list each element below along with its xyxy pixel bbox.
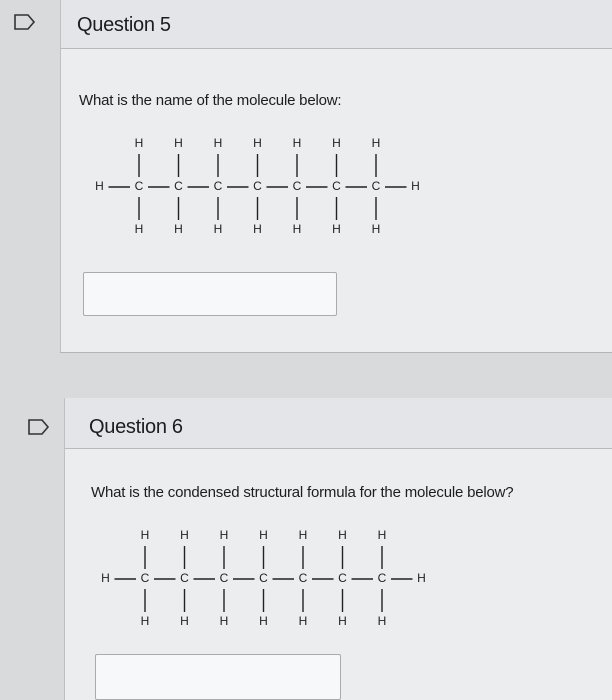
question-5-card xyxy=(60,0,612,352)
question-6-answer-input[interactable] xyxy=(95,654,341,700)
hydrogen-atom: H xyxy=(298,614,308,629)
carbon-atom: C xyxy=(332,179,341,194)
hydrogen-atom: H xyxy=(411,179,420,194)
hydrogen-atom: H xyxy=(101,571,110,586)
hydrogen-atom: H xyxy=(180,614,189,629)
hydrogen-atom: H xyxy=(259,614,268,629)
hydrogen-atom: H xyxy=(134,136,144,151)
carbon-atom: C xyxy=(140,571,150,586)
hydrogen-atom: H xyxy=(174,222,183,237)
hydrogen-atom: H xyxy=(180,528,189,543)
question-6-title: Question 6 xyxy=(89,416,183,438)
flag-icon[interactable] xyxy=(14,14,36,30)
question-6-card xyxy=(64,398,612,700)
hydrogen-atom: H xyxy=(253,222,262,237)
carbon-atom: C xyxy=(253,179,262,194)
hydrogen-atom: H xyxy=(253,136,262,151)
hydrogen-atom: H xyxy=(298,528,308,543)
carbon-atom: C xyxy=(338,571,347,586)
molecule-structure xyxy=(81,130,441,240)
hydrogen-atom: H xyxy=(219,528,229,543)
hydrogen-atom: H xyxy=(213,222,223,237)
hydrogen-atom: H xyxy=(371,136,381,151)
carbon-atom: C xyxy=(259,571,268,586)
question-5-prompt: What is the name of the molecule below: xyxy=(79,92,342,109)
hydrogen-atom: H xyxy=(292,222,302,237)
hydrogen-atom: H xyxy=(140,528,150,543)
carbon-atom: C xyxy=(298,571,308,586)
hydrogen-atom: H xyxy=(377,528,387,543)
carbon-atom: C xyxy=(371,179,381,194)
carbon-atom: C xyxy=(134,179,144,194)
hydrogen-atom: H xyxy=(219,614,229,629)
hydrogen-atom: H xyxy=(338,528,347,543)
molecule-structure xyxy=(87,522,447,632)
hydrogen-atom: H xyxy=(213,136,223,151)
question-5-answer-input[interactable] xyxy=(83,272,337,316)
hydrogen-atom: H xyxy=(174,136,183,151)
question-6-prompt: What is the condensed structural formula for the molecule below? xyxy=(91,484,514,501)
carbon-atom: C xyxy=(180,571,189,586)
hydrogen-atom: H xyxy=(417,571,426,586)
carbon-atom: C xyxy=(213,179,223,194)
hydrogen-atom: H xyxy=(338,614,347,629)
carbon-atom: C xyxy=(292,179,302,194)
divider xyxy=(60,352,612,353)
flag-icon[interactable] xyxy=(28,419,50,435)
hydrogen-atom: H xyxy=(292,136,302,151)
carbon-atom: C xyxy=(377,571,387,586)
hydrogen-atom: H xyxy=(332,222,341,237)
hydrogen-atom: H xyxy=(140,614,150,629)
hydrogen-atom: H xyxy=(259,528,268,543)
hydrogen-atom: H xyxy=(95,179,104,194)
hydrogen-atom: H xyxy=(332,136,341,151)
hydrogen-atom: H xyxy=(134,222,144,237)
question-5-title: Question 5 xyxy=(77,14,171,36)
hydrogen-atom: H xyxy=(371,222,381,237)
carbon-atom: C xyxy=(219,571,229,586)
hydrogen-atom: H xyxy=(377,614,387,629)
carbon-atom: C xyxy=(174,179,183,194)
